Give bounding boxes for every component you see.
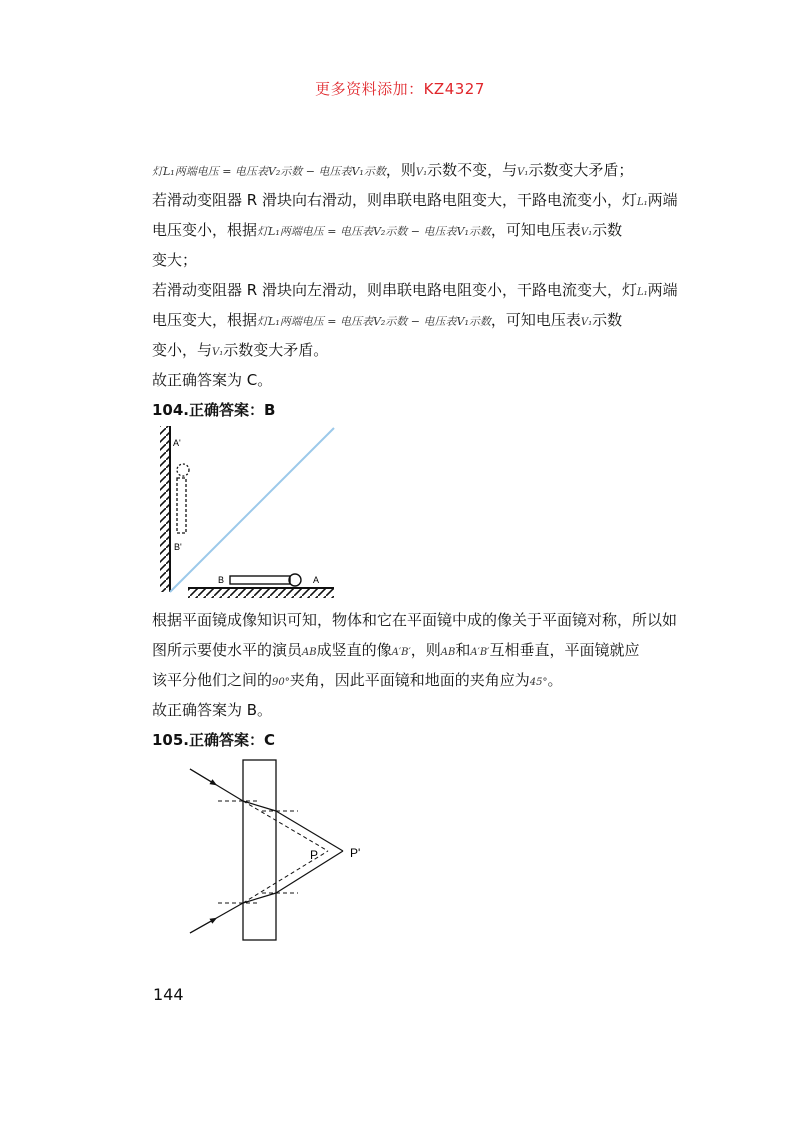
- actor-body: [230, 576, 290, 584]
- label-b: B: [218, 575, 225, 585]
- page-number: 144: [153, 985, 184, 1004]
- image-head-dashed: [177, 464, 189, 476]
- glass-slab: [243, 760, 276, 940]
- mirror-diagram-104: [150, 420, 350, 610]
- label-a-prime: A': [173, 438, 181, 448]
- text-line: 变小，与V₁示数变大矛盾。: [152, 341, 329, 359]
- glass-slab-diagram-105: [180, 755, 390, 950]
- lower-refracted-ray: [243, 893, 276, 903]
- watermark-text: 更多资料添加：KZ4327: [315, 80, 485, 98]
- answer-line: 故正确答案为 B。: [152, 701, 273, 719]
- tilted-plane-mirror: [170, 428, 334, 592]
- question-105-heading: 105.正确答案：C: [152, 731, 276, 749]
- text-line: 电压变大，根据灯L₁两端电压 = 电压表V₂示数 − 电压表V₁示数，可知电压表V₁示数: [152, 311, 623, 329]
- ground-hatching: [188, 588, 334, 598]
- text-line: 图所示要使水平的演员AB成竖直的像A′B′，则AB和A′B′互相垂直，平面镜就应: [152, 641, 640, 659]
- wall-hatching: [160, 426, 170, 592]
- text-line: 根据平面镜成像知识可知，物体和它在平面镜中成的像关于平面镜对称，所以如: [152, 611, 678, 629]
- label-b-prime: B': [174, 542, 182, 552]
- question-104-heading: 104.正确答案：B: [152, 401, 276, 419]
- label-p: P: [310, 848, 319, 862]
- text-line: 若滑动变阻器 R 滑块向左滑动，则串联电路电阻变小，干路电流变大，灯L₁两端: [152, 281, 678, 299]
- text-line: 该平分他们之间的90°夹角，因此平面镜和地面的夹角应为45°。: [152, 671, 563, 689]
- original-path-upper: [243, 801, 328, 851]
- upper-emergent-ray: [276, 811, 343, 851]
- text-line: 变大；: [152, 251, 198, 269]
- text-line: 电压变小，根据灯L₁两端电压 = 电压表V₂示数 − 电压表V₁示数，可知电压表V₁示数: [152, 221, 623, 239]
- label-p-prime: P': [350, 846, 361, 860]
- answer-line: 故正确答案为 C。: [152, 371, 273, 389]
- formula: 灯L₁两端电压 = 电压表V₂示数 − 电压表V₁示数: [257, 225, 491, 238]
- answer-103-continuation: [152, 155, 678, 425]
- label-a: A: [313, 575, 320, 585]
- image-body-dashed: [177, 478, 186, 533]
- formula: 灯L₁两端电压 = 电压表V₂示数 − 电压表V₁示数: [257, 315, 491, 328]
- formula: 灯L₁两端电压 = 电压表V₂示数 − 电压表V₁示数: [152, 165, 386, 178]
- upper-refracted-ray: [243, 801, 276, 811]
- actor-head: [289, 574, 301, 586]
- answer-104-explanation: [152, 605, 678, 755]
- text-line: 若滑动变阻器 R 滑块向右滑动，则串联电路电阻变大，干路电流变小，灯L₁两端: [152, 191, 678, 209]
- text-line: 灯L₁两端电压 = 电压表V₂示数 − 电压表V₁示数，则V₁示数不变，与V₁示数变大矛盾；: [152, 161, 634, 179]
